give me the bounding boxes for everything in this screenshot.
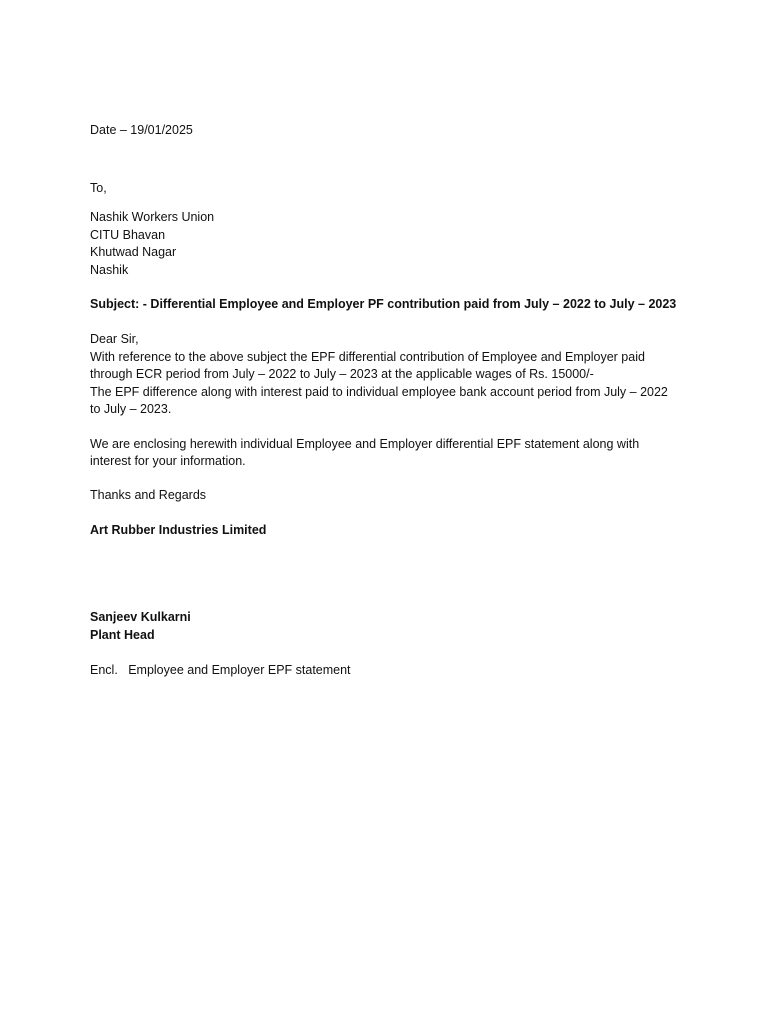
- signatory-title: Plant Head: [90, 628, 155, 642]
- recipient-line: CITU Bhavan: [90, 228, 166, 242]
- recipient-line: Nashik Workers Union: [90, 210, 215, 224]
- letter-subject: Subject: - Differential Employee and Employer PF contribution paid from July – 2022 to July – 2023: [90, 297, 677, 311]
- salutation-to: To,: [90, 181, 107, 195]
- body-line: We are enclosing herewith individual Employee and Employer differential EPF statement along with: [90, 437, 640, 451]
- body-line: to July – 2023.: [90, 402, 172, 416]
- body-line: interest for your information.: [90, 454, 246, 468]
- letter-date: Date – 19/01/2025: [90, 123, 193, 137]
- enclosure-note: Encl. Employee and Employer EPF statement: [90, 663, 351, 677]
- body-line: The EPF difference along with interest paid to individual employee bank account period from July – 2022: [90, 385, 668, 399]
- body-line: through ECR period from July – 2022 to July – 2023 at the applicable wages of Rs. 15000/-: [90, 367, 594, 381]
- greeting: Dear Sir,: [90, 332, 139, 346]
- signatory-name: Sanjeev Kulkarni: [90, 610, 191, 624]
- closing: Thanks and Regards: [90, 488, 207, 502]
- body-line: With reference to the above subject the EPF differential contribution of Employee and Employer paid: [90, 350, 645, 364]
- company-name: Art Rubber Industries Limited: [90, 523, 267, 537]
- recipient-line: Khutwad Nagar: [90, 245, 177, 259]
- recipient-line: Nashik: [90, 263, 129, 277]
